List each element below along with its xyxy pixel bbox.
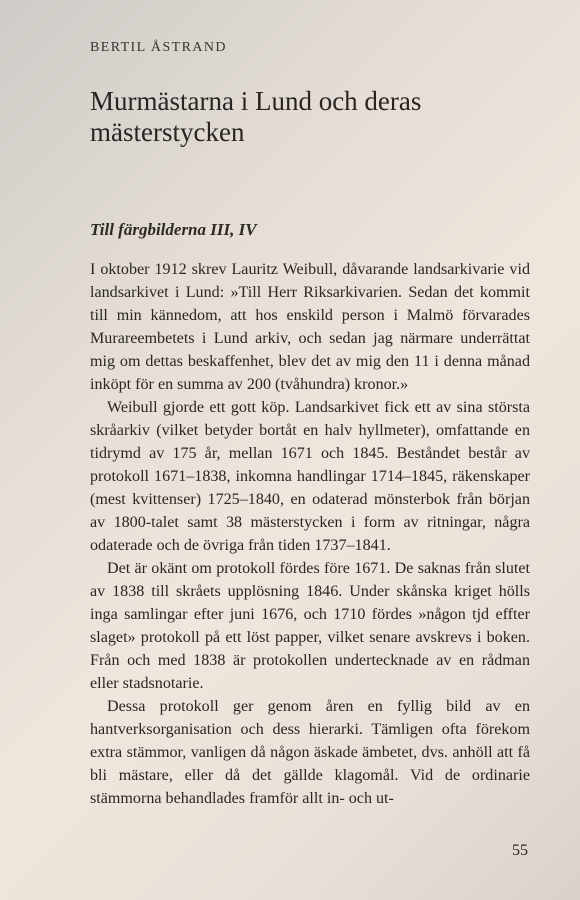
paragraph: Dessa protokoll ger genom åren en fyllig bild av en hantverksorganisation och dess hierarki. Tämligen ofta förekom extra stämmor, vanligen då någon äskade ämbetet, dvs. anhöll att få bli mästare, eller då det gällde klagomål. Vid de ordinarie stämmorna behandlades framför allt in- och ut- [90, 698, 530, 807]
author-name: BERTIL ÅSTRAND [90, 40, 227, 55]
paragraph: Det är okänt om protokoll fördes före 1671. De saknas från slutet av 1838 till skråets upplösning 1846. Under skånska kriget hölls inga samlingar efter juni 1676, och 1710 fördes »någon tjd effter slaget» protokoll på ett löst papper, vilket senare avskrevs i boken. Från och med 1838 är protokollen undertecknade av en rådman eller stadsnotarie. [90, 560, 530, 692]
body-text [90, 258, 530, 810]
page-number: 55 [512, 842, 528, 859]
paragraph: Weibull gjorde ett gott köp. Landsarkivet fick ett av sina största skråarkiv (vilket betyder bortåt en halv hyllmeter), omfattande en tidrymd av 175 år, mellan 1671 och 1845. Beståndet består av protokoll 1671–1838, inkomna handlingar 1714–1845, räkenskaper (mest kvittenser) 1725–1840, en odaterad mönsterbok från början av 1800-talet samt 38 mästerstycken i form av ritningar, några odaterade och de övriga från tiden 1737–1841. [90, 399, 530, 554]
section-subheading: Till färgbilderna III, IV [90, 220, 257, 239]
paragraph: I oktober 1912 skrev Lauritz Weibull, dåvarande landsarkivarie vid landsarkivet i Lund: »Till Herr Riksarkivarien. Sedan det kommit till min kännedom, att hos enskild person i Malmö förvarades Murareembetets i Lund arkiv, och sedan jag närmare underrättat mig om dettas beskaffenhet, blev det av mig den 11 i denna månad inköpt för en summa av 200 (tvåhundra) kronor.» [90, 261, 530, 393]
article-title: Murmästarna i Lund och deras mästerstycken [90, 86, 422, 147]
